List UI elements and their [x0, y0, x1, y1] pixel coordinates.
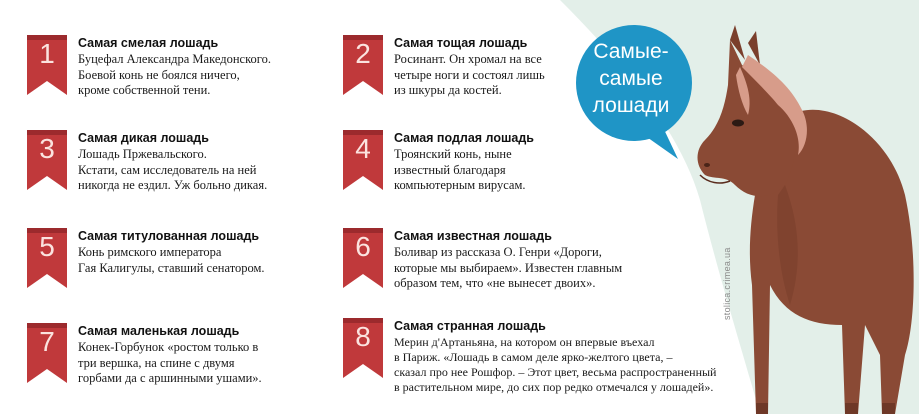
bookmark-ribbon-icon: [27, 323, 67, 383]
item-number: 8: [355, 321, 371, 352]
item-title: Самая дикая лошадь: [78, 131, 209, 145]
item-number: 3: [39, 133, 55, 164]
item-number: 6: [355, 231, 371, 262]
item-number: 5: [39, 231, 55, 262]
bookmark-ribbon-icon: [343, 318, 383, 378]
item-description: Конек-Горбунок «ростом только в три вершка, на спине с двумя горбами да с аршинными ушами».: [78, 340, 262, 385]
item-title: Самая известная лошадь: [394, 229, 552, 243]
bookmark-ribbon-icon: [27, 228, 67, 288]
bubble-text: Самые- самые лошади: [592, 40, 670, 117]
item-description: Росинант. Он хромал на все четыре ноги и состоял лишь из шкуры да костей.: [394, 52, 545, 97]
item-title: Самая маленькая лошадь: [78, 324, 240, 338]
item-description: Лошадь Пржевальского. Кстати, сам исследователь на ней никогда не ездил. Уж больно дикая.: [78, 147, 268, 192]
bookmark-ribbon-icon: [343, 35, 383, 95]
bookmark-ribbon-icon: [27, 130, 67, 190]
item-number: 1: [39, 38, 55, 69]
item-number: 2: [355, 38, 371, 69]
item-description: Троянский конь, ныне известный благодаря компьютерным вирусам.: [394, 147, 526, 192]
item-title: Самая смелая лошадь: [78, 36, 219, 50]
item-title: Самая странная лошадь: [394, 319, 546, 333]
horse-illustration: [690, 25, 919, 414]
item-description: Конь римского императора Гая Калигулы, ставший сенатором.: [78, 245, 265, 275]
item-title: Самая титулованная лошадь: [78, 229, 260, 243]
item-description: Буцефал Александра Македонского. Боевой конь не боялся ничего, кроме собственной тени.: [78, 52, 271, 97]
bookmark-ribbon-icon: [343, 228, 383, 288]
item-number: 4: [355, 133, 371, 164]
bookmark-ribbon-icon: [343, 130, 383, 190]
item-description: Мерин д'Артаньяна, на котором он впервые въехал в Париж. «Лошадь в самом деле ярко-желтого цвета, – сказал про нее Рошфор. – Этот цвет, весьма распространенный в растительном мире, до сих пор редко отмечался у лошадей».: [394, 335, 717, 394]
watermark: stolica.crimea.ua: [722, 247, 732, 320]
item-title: Самая подлая лошадь: [394, 131, 534, 145]
bookmark-ribbon-icon: [27, 35, 67, 95]
item-number: 7: [39, 326, 55, 357]
item-title: Самая тощая лошадь: [394, 36, 528, 50]
item-description: Боливар из рассказа О. Генри «Дороги, которые мы выбираем». Известен главным образом тем, что «не вынесет двоих».: [394, 245, 623, 290]
